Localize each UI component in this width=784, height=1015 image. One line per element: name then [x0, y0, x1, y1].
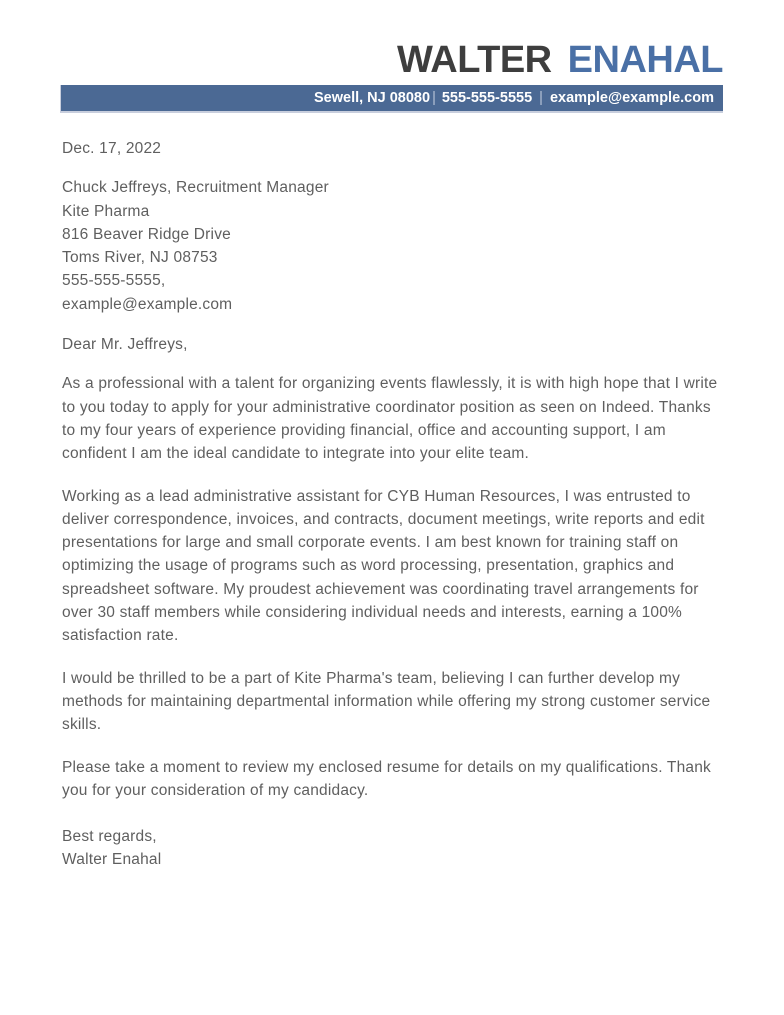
pipe-separator: | — [432, 90, 436, 106]
contact-phone: 555-555-5555 — [441, 90, 533, 106]
recipient-email: example@example.com — [62, 295, 233, 313]
letter-body — [62, 137, 722, 872]
body-paragraph-4: Please take a moment to review my enclosed resume for details on my qualifications. Thank you for your consideration of my candidacy. — [62, 758, 712, 799]
recipient-phone: 555-555-5555, — [62, 272, 166, 290]
body-paragraph-2: Working as a lead administrative assistant for CYB Human Resources, I was entrusted to deliver correspondence, invoices, and contracts, document meetings, write reports and edit presentations for large and small corporate events. I am best known for training staff on optimizing the usage of programs such as word processing, presentation, graphics and spreadsheet software. My proudest achievement was coordinating travel arrangements for over 30 staff members while considering individual needs and interests, earning a 100% satisfaction rate. — [62, 487, 705, 645]
letter-header — [0, 0, 784, 113]
recipient-city-state-zip: Toms River, NJ 08753 — [62, 249, 218, 267]
signature-name: Walter Enahal — [62, 851, 162, 869]
recipient-company: Kite Pharma — [62, 202, 150, 220]
letter-date: Dec. 17, 2022 — [62, 140, 162, 157]
contact-bar — [60, 85, 723, 113]
recipient-block — [62, 176, 722, 316]
closing-phrase: Best regards, — [62, 828, 157, 846]
recipient-name-title: Chuck Jeffreys, Recruitment Manager — [62, 179, 329, 197]
body-paragraph-3: I would be thrilled to be a part of Kite Pharma's team, believing I can further develop my methods for maintaining departmental information while offering my strong customer service skills. — [62, 669, 711, 734]
pipe-separator: | — [539, 90, 543, 106]
applicant-first-name: WALTER — [397, 39, 552, 81]
applicant-last-name: ENAHAL — [567, 39, 723, 81]
closing-block — [62, 825, 722, 872]
salutation: Dear Mr. Jeffreys, — [62, 336, 188, 354]
applicant-name — [0, 40, 723, 80]
contact-email: example@example.com — [549, 90, 714, 106]
recipient-street: 816 Beaver Ridge Drive — [62, 225, 231, 243]
body-paragraph-1: As a professional with a talent for organizing events flawlessly, it is with high hope that I write to you today to apply for your administrative coordinator position as seen on Indeed. Thanks to my four years of experience providing financial, office and accounting support, I am confident I am the ideal candidate to integrate into your elite team. — [62, 375, 718, 463]
contact-location: Sewell, NJ 08080 — [313, 90, 431, 106]
